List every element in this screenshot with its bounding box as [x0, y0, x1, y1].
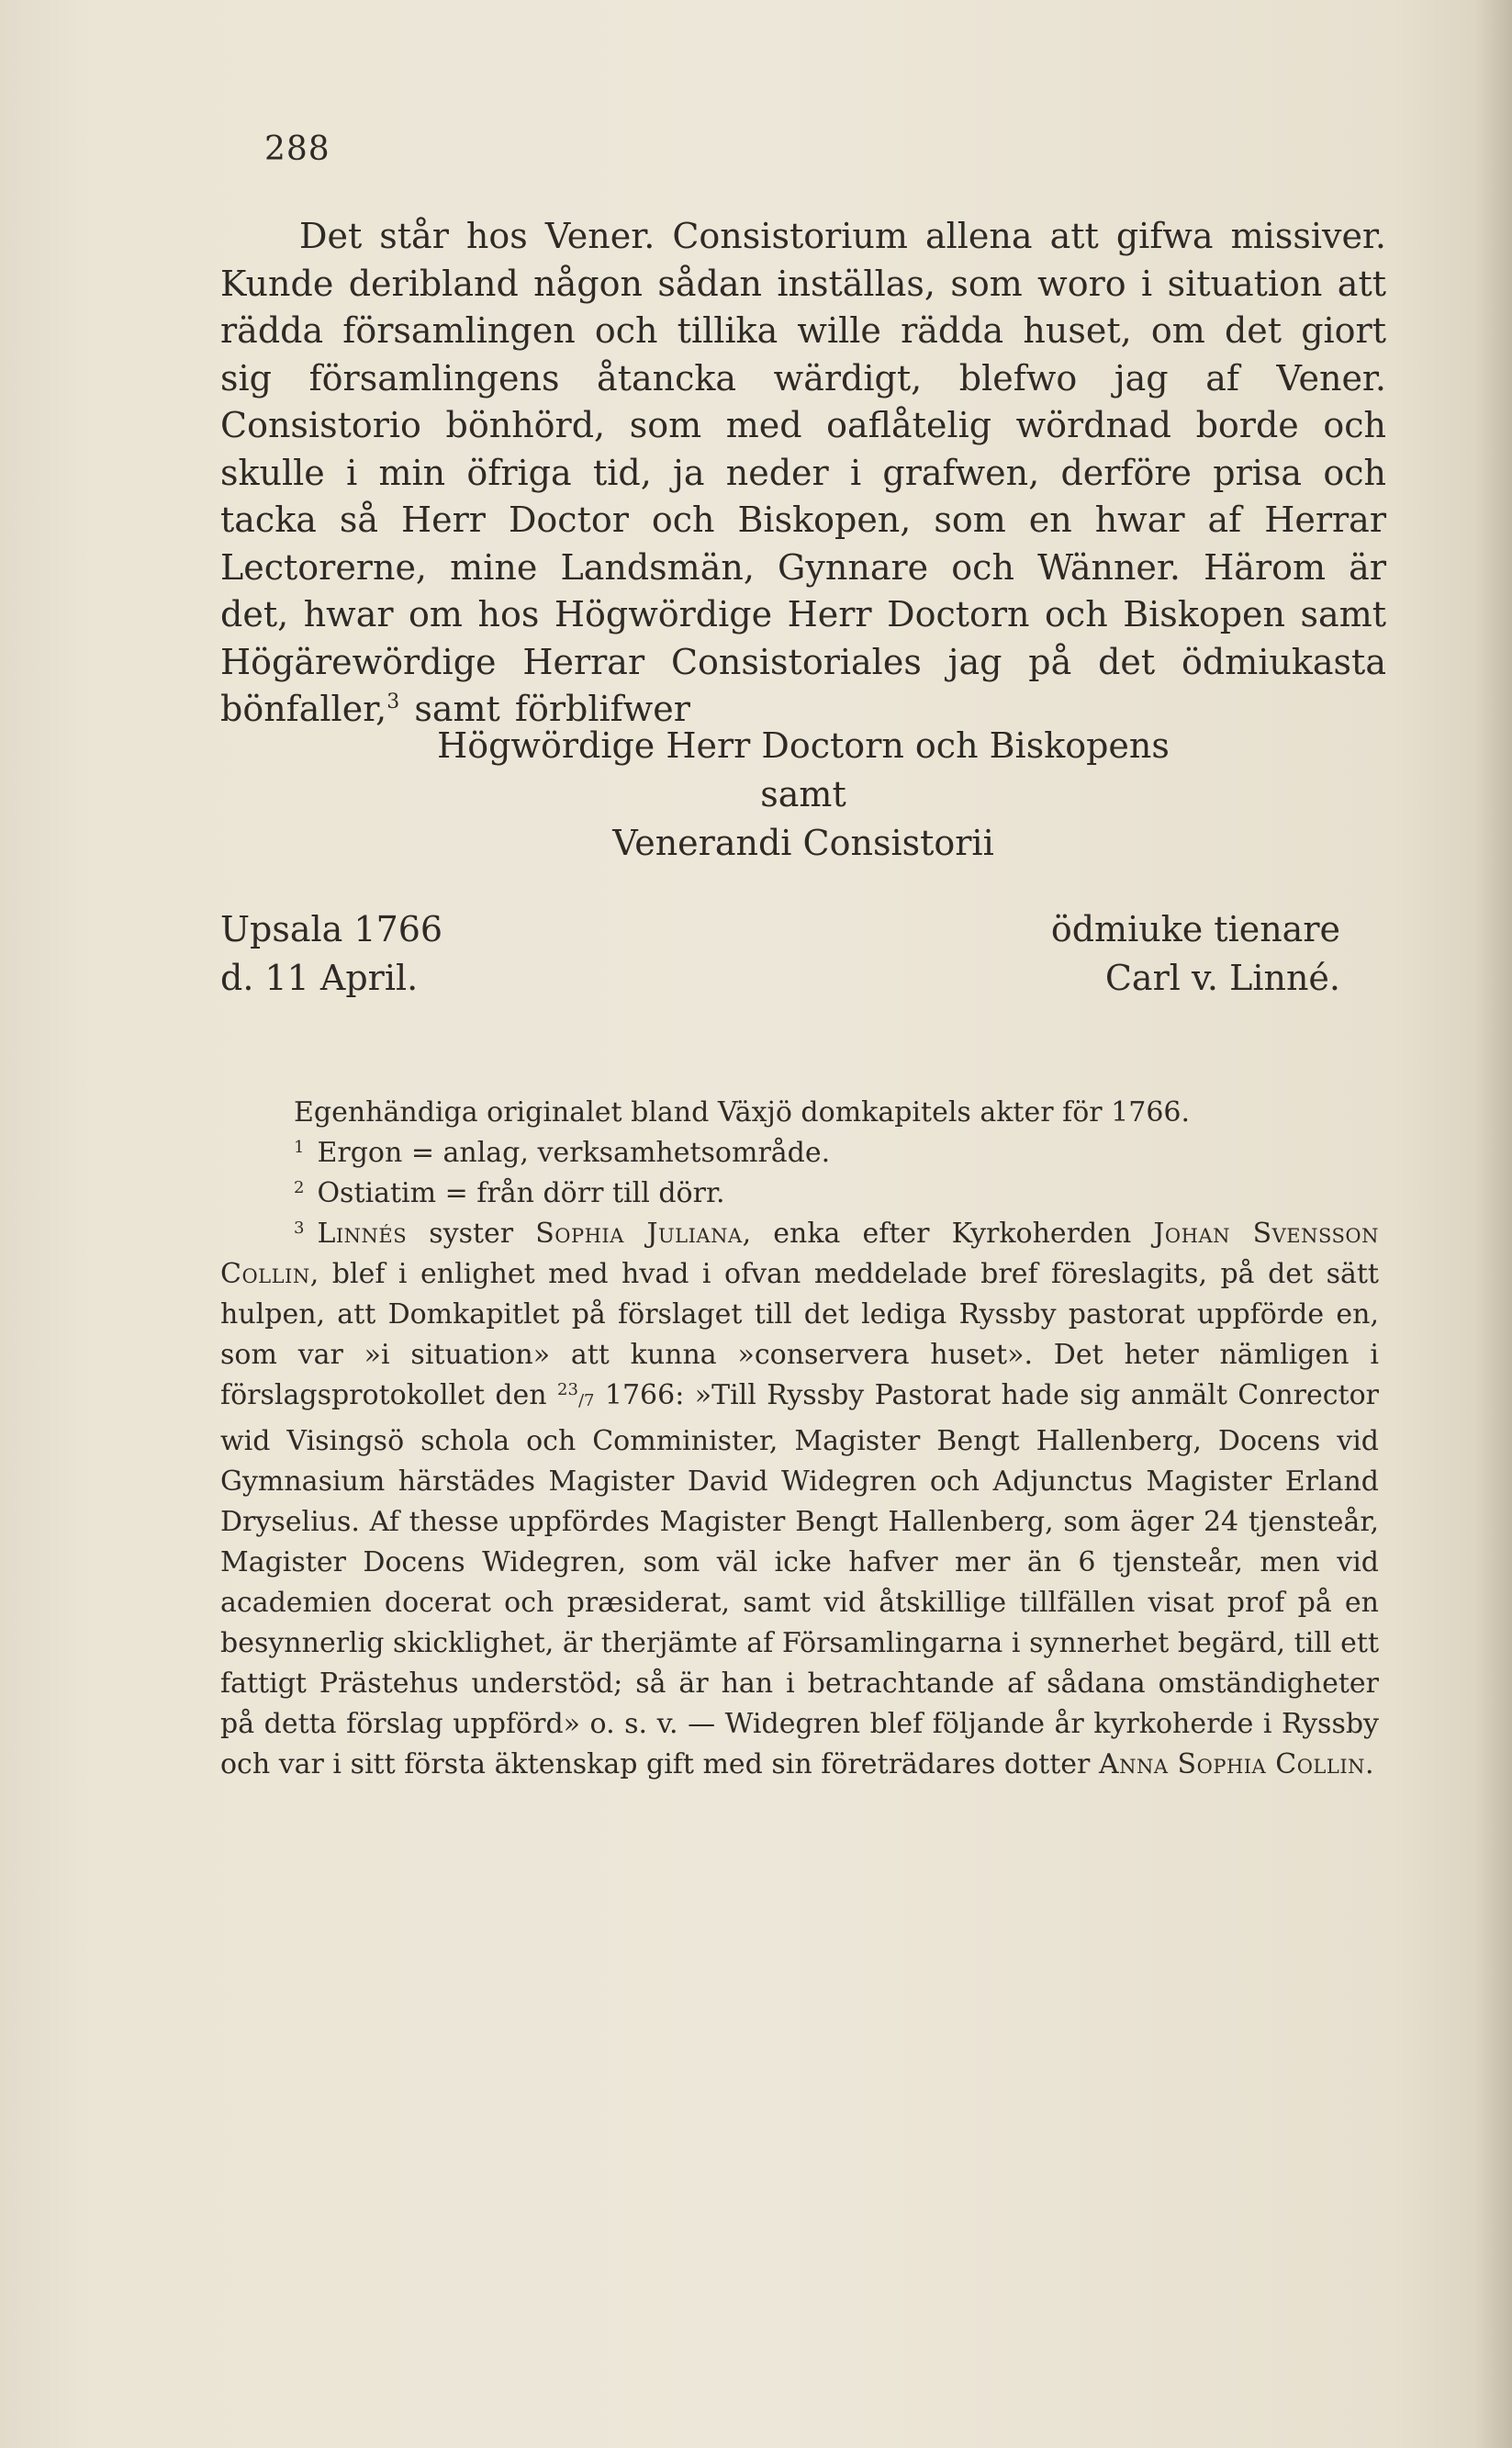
source-note: Egenhändiga originalet bland Växjö domkapitels akter för 1766.	[294, 1096, 1191, 1129]
signature-title: ödmiuke tienare	[1050, 909, 1340, 949]
footnote-2	[220, 1173, 1379, 1214]
date-day: 23	[557, 1380, 578, 1399]
salutation-line-3: Venerandi Consistorii	[612, 823, 994, 863]
footnote-text: , blef i enlighet med hvad i ofvan meddelade bref föreslagits, på det sätt hulpen, att Domkapitlet på förslaget till det lediga Ryssby pastorat uppförde en, som var »i situation» att kunna »conservera huset». Det heter nämligen i förslagsprotokollet den	[220, 1258, 1379, 1411]
signature-name: Carl v. Linné.	[1104, 958, 1340, 998]
letter-text-end: samt förblifwer	[399, 689, 690, 729]
letter-text: Det står hos Vener. Consistorium allena att gifwa missiver. Kunde deribland någon sådan inställas, som woro i situation att rädda församlingen och tillika wille rädda huset, om det giort sig församlingens åtancka wärdigt, blefwo jag af Vener. Consistorio bönhörd, som med oaflåtelig wördnad borde och skulle i min öfriga tid, ja neder i grafwen, derföre prisa och tacka så Herr Doctor och Biskopen, som en hwar af Herrar Lectorerne, mine Landsmän, Gynnare och Wänner. Härom är det, hwar om hos Högwördige Herr Doctorn och Biskopen samt Högärewördige Herrar Consistoriales jag på det ödmiukasta bönfaller,	[220, 216, 1386, 729]
person-name: Anna Sophia Collin	[1098, 1748, 1365, 1780]
person-name: Johan Svensson Collin	[220, 1218, 1379, 1290]
closing-salutation	[220, 722, 1386, 868]
place-line: Upsala 1766	[220, 909, 443, 949]
footnote-3	[220, 1214, 1379, 1785]
page-edge-shadow	[1475, 0, 1512, 2448]
footnote-text: syster	[407, 1218, 536, 1250]
footnote-1	[220, 1133, 1379, 1173]
salutation-line-2: samt	[760, 774, 846, 814]
footnote-number: 2	[294, 1178, 305, 1197]
signature-block	[1028, 905, 1340, 1003]
footnote-number: 3	[294, 1218, 305, 1238]
page-number: 288	[264, 130, 330, 168]
salutation-line-1: Högwördige Herr Doctorn och Biskopens	[437, 725, 1170, 766]
footnote-text: , enka efter Kyrkoherden	[742, 1218, 1154, 1250]
person-name: Sophia Juliana	[535, 1218, 743, 1250]
date-month: /7	[577, 1391, 595, 1410]
footnote-text: .	[1365, 1748, 1374, 1780]
place-and-date	[220, 905, 442, 1003]
person-name: Linnés	[317, 1218, 408, 1250]
footnote-text: Ergon = anlag, verksamhetsområde.	[317, 1137, 831, 1169]
footnote-text: 1766: »Till Ryssby Pastorat hade sig anmält Conrector wid Visingsö schola och Comminister, Magister Bengt Hallenberg, Docens vid Gymnasium härstädes Magister David Widegren och Adjunctus Magister Erland Dryselius. Af thesse uppfördes Magister Bengt Hallenberg, som äger 24 tjensteår, Magister Docens Widegren, som väl icke hafver mer än 6 tjensteår, men vid academien docerat och præsiderat, samt vid åtskillige tillfällen visat prof på en besynnerlig skicklighet, är therjämte af Församlingarna i synnerhet begärd, till ett fattigt Prästehus understöd; så är han i betrachtande af sådana omständigheter på detta förslag uppförd» o. s. v. — Widegren blef följande år kyrkoherde i Ryssby och var i sitt första äktenskap gift med sin företrädares dotter	[220, 1379, 1379, 1780]
footnote-number: 1	[294, 1138, 305, 1157]
footnotes	[220, 1093, 1379, 1785]
letter-body	[220, 213, 1386, 734]
footnote-text: Ostiatim = från dörr till dörr.	[317, 1177, 725, 1209]
letter-paragraph	[220, 213, 1386, 734]
footnote-ref-3: 3	[386, 691, 400, 713]
date-line: d. 11 April.	[220, 958, 419, 998]
